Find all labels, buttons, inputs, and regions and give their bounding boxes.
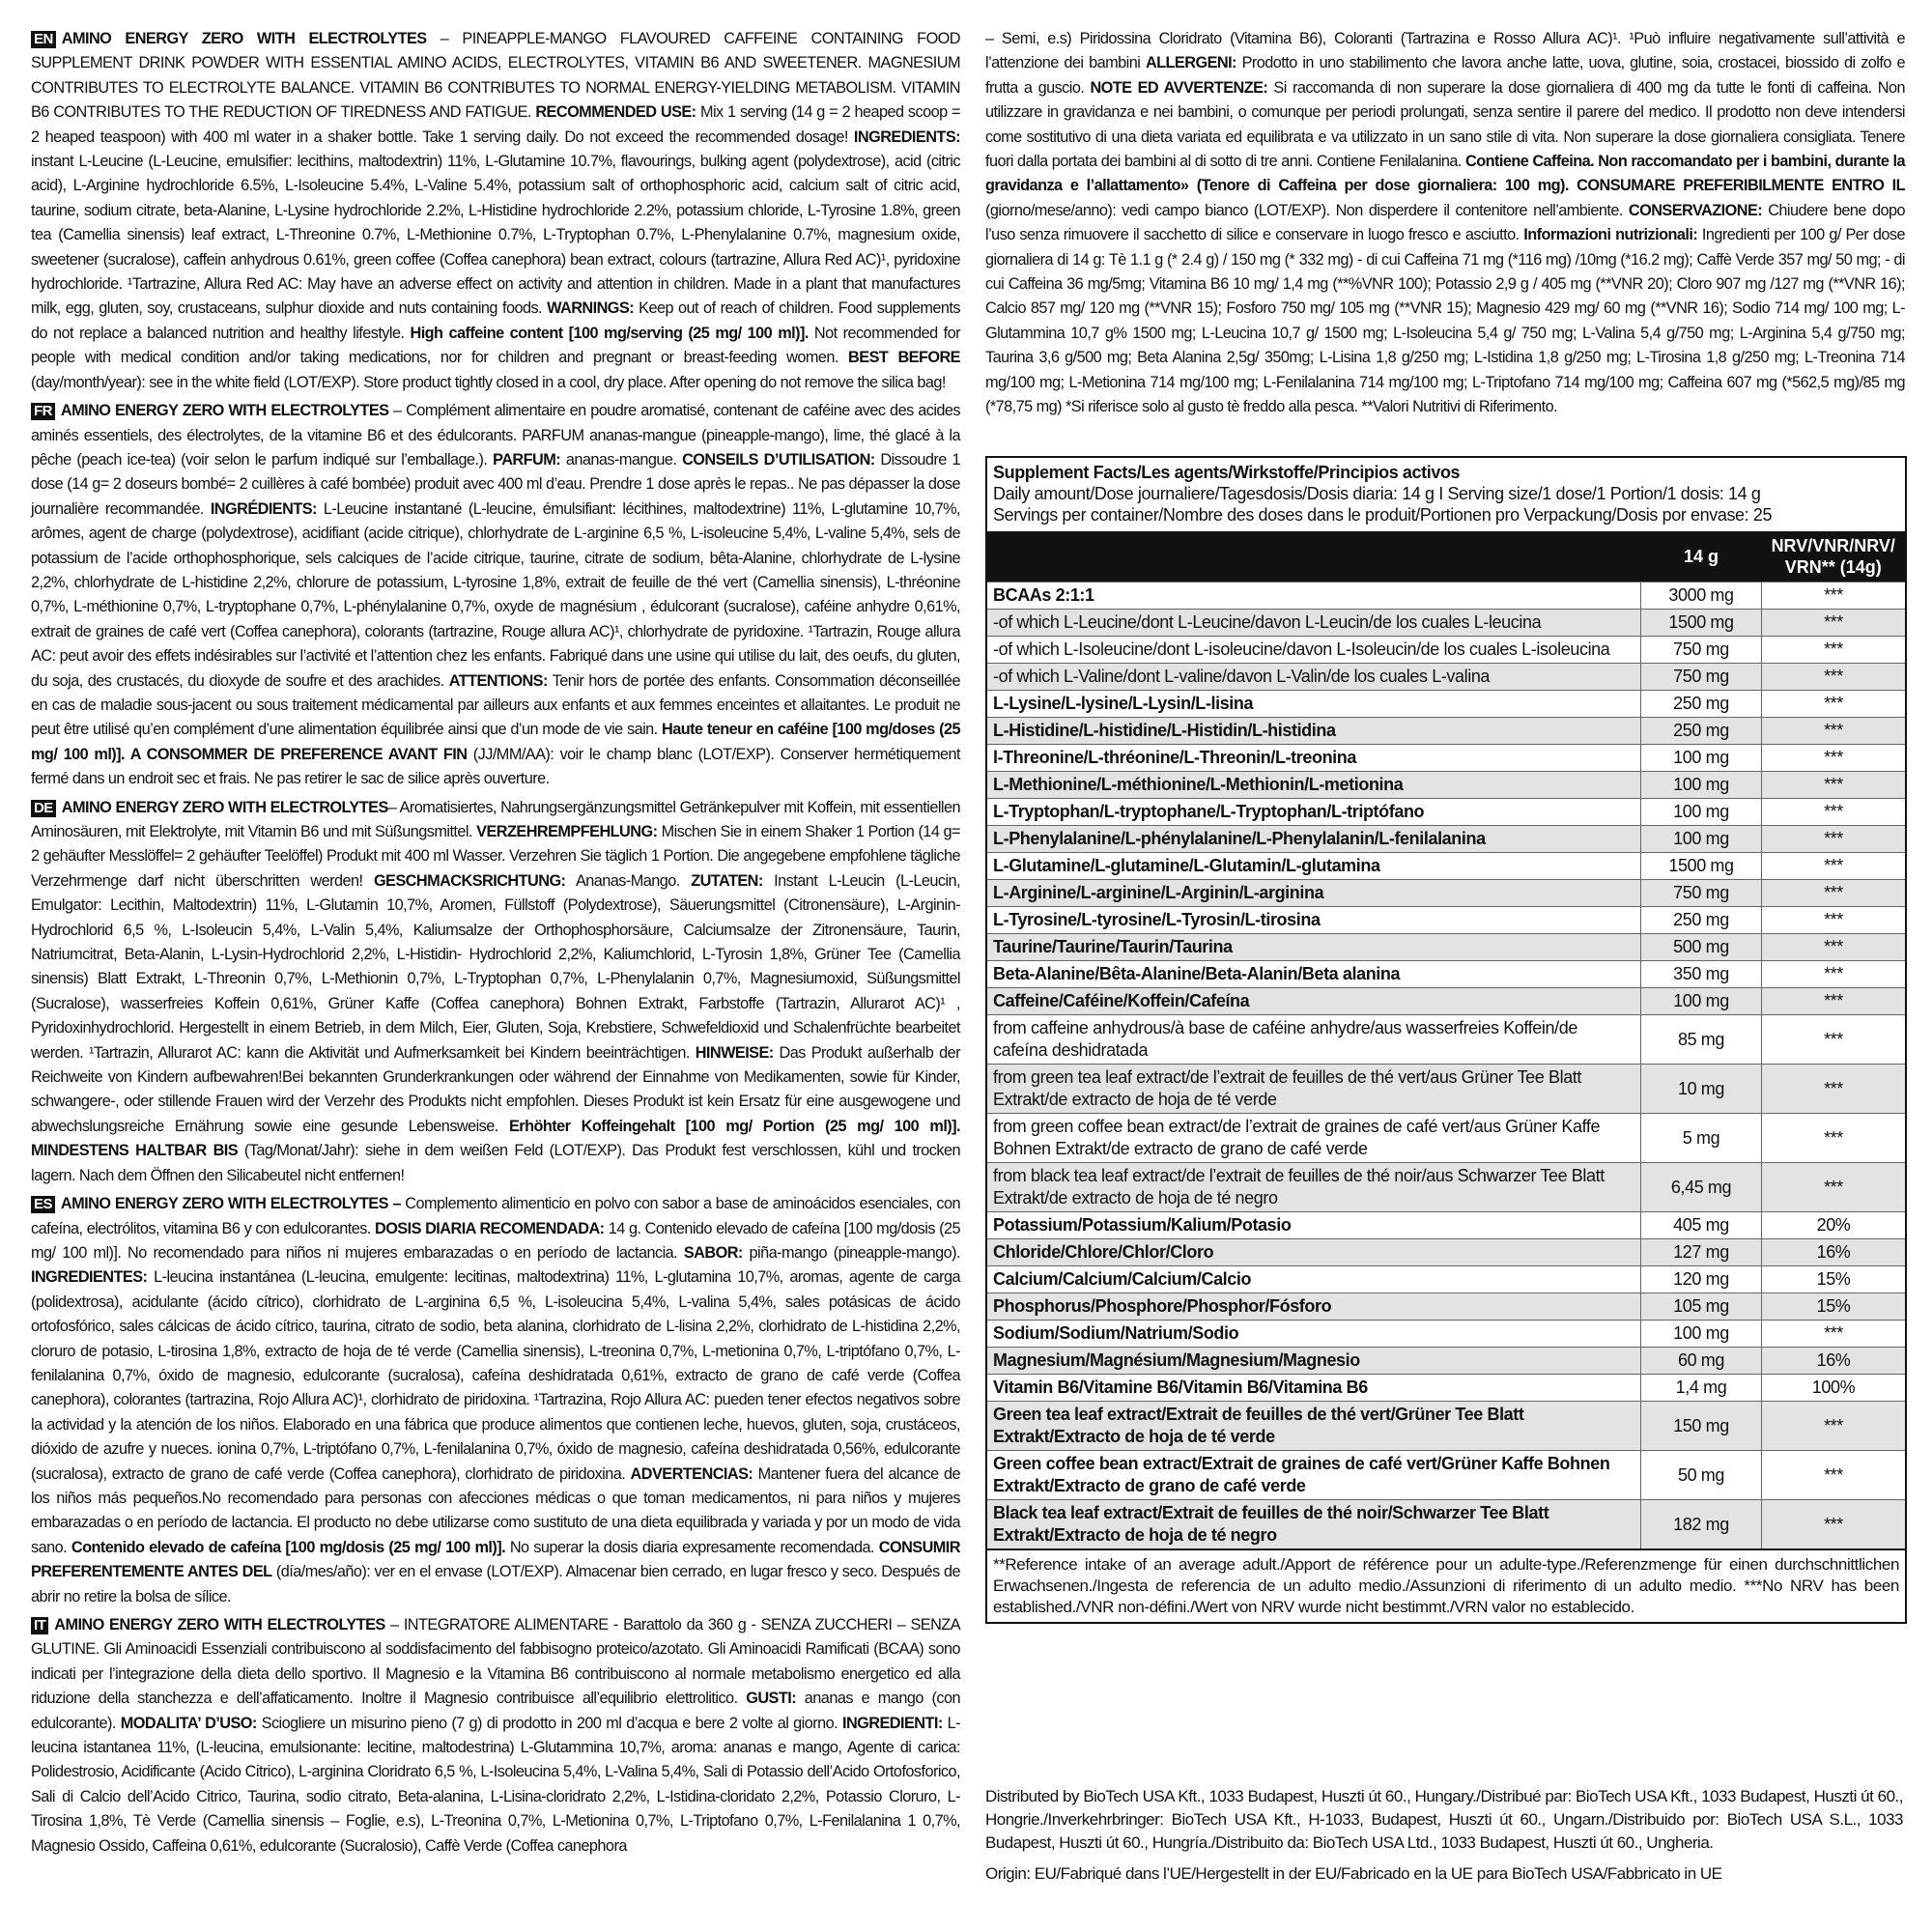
nutrient-amount: 350 mg bbox=[1641, 961, 1762, 988]
facts-row bbox=[987, 772, 1905, 799]
nutrient-nrv: *** bbox=[1762, 988, 1906, 1015]
nutrient-nrv: *** bbox=[1762, 826, 1906, 853]
nutrient-name: Calcium/Calcium/Calcium/Calcio bbox=[987, 1266, 1641, 1293]
nutrient-nrv: *** bbox=[1762, 1065, 1906, 1114]
nutrient-nrv: *** bbox=[1762, 1163, 1906, 1212]
distributor-text: Distributed by BioTech USA Kft., 1033 Budapest, Huszti út 60., Hungary./Distribué par: BioTech USA Kft., 1033 Budapest, Huszti út 60., Hongrie./Inverkehrbringer: BioTech USA Kft., H-1033, Budapest, Huszti út 60., Ungarn./Distribuido por: BioTech USA S.L., 1033 Budapest, Huszti út 60., Hungría./Distribuito da: BioTech USA Ltd., 1033 Budapest, Huszti út 60., Ungheria. bbox=[985, 1787, 1903, 1852]
section-text: (día/mes/año): ver en el envase (LOT/EXP). Almacenar bien cerrado, en lugar fresco y seco. Después de abrir no retire la bolsa de sílice. bbox=[31, 1563, 960, 1605]
lang-de-paragraph bbox=[31, 796, 960, 1189]
nutrient-nrv: 16% bbox=[1762, 1348, 1906, 1375]
section-heading: Erhöhter Koffeingehalt [100 mg/ Portion (25 mg/ 100 ml)]. MINDESTENS HALTBAR BIS bbox=[31, 1117, 961, 1160]
section-heading: RECOMMENDED USE: bbox=[535, 103, 696, 122]
nutrient-name: BCAAs 2:1:1 bbox=[987, 582, 1641, 610]
nutrient-amount: 5 mg bbox=[1641, 1114, 1762, 1163]
facts-row bbox=[987, 1321, 1905, 1348]
nutrient-name: Black tea leaf extract/Extrait de feuilles de thé noir/Schwarzer Tee Blatt Extrakt/Extracto de hoja de té negro bbox=[987, 1500, 1641, 1549]
facts-row bbox=[987, 664, 1905, 691]
section-text: – INTEGRATORE ALIMENTARE - Barattolo da 360 g - SENZA ZUCCHERI – SENZA GLUTINE. Gli Aminoacidi Essenziali contribuiscono al soddisfacimento del fabbisogno proteico/azotato. Gli Aminoacidi Ramificati (BCAA) sono indicati per l’integrazione della dieta dello sportivo. Il Magnesio e la Vitamina B6 contribuiscono al normale metabolismo energetico ed alla riduzione della stanchezza e dell’affaticamento. Inoltre il Magnesio contribuisce all’equilibrio elettrolitico. bbox=[31, 1616, 961, 1708]
section-text: Mix 1 serving (14 g = 2 heaped scoop = 2 heaped teaspoon) with 400 ml water in a shaker bottle. Take 1 serving daily. Do not exceed the recommended dosage! bbox=[31, 103, 960, 146]
nutrient-name: Chloride/Chlore/Chlor/Cloro bbox=[987, 1239, 1641, 1266]
nutrient-name: L-Phenylalanine/L-phénylalanine/L-Phenylalanin/L-fenilalanina bbox=[987, 826, 1641, 853]
nutrient-name: L-Histidine/L-histidine/L-Histidin/L-histidina bbox=[987, 718, 1641, 745]
facts-row bbox=[987, 1163, 1905, 1212]
nutrient-nrv: *** bbox=[1762, 691, 1906, 718]
servings-per-container: Servings per container/Nombre des doses dans le produit/Portionen pro Verpackung/Dosis por envase: 25 bbox=[993, 505, 1773, 525]
section-heading: CONSUMIR PREFERENTEMENTE ANTES DEL bbox=[31, 1538, 960, 1581]
supplement-facts-header bbox=[987, 458, 1905, 531]
section-text: Ingredienti per 100 g/ Per dose giornaliera di 14 g: Tè 1.1 g (* 2.4 g) / 150 mg (* 332 mg) - di cui Caffeina 71 mg (*116 mg) /10mg (*16.2 mg); Caffè Verde 357 mg/ 50 mg; - di cui Caffeina 36 mg/5mg; Vitamina B6 10 mg/ 1,4 mg (**%VNR 100); Potassio 2,9 g / 405 mg (**VNR 20); Cloro 907 mg /127 mg (**VNR 16); Calcio 857 mg/ 120 mg (**VNR 15); Fosforo 750 mg/ 105 mg (**VNR 15); Magnesio 429 mg/ 60 mg (**VNR 16); Sodio 714 mg/ 100 mg; L-Glutammina 10,7 g% 1500 mg; L-Leucina 10,7 g/ 1500 mg; L-Isoleucina 5,4 g/ 750 mg; L-Valina 5,4 g/750 mg; L-Arginina 5,4 g/750 mg; Taurina 3,6 g/500 mg; Beta Alanina 2,5g/ 350mg; L-Lisina 1,8 g/250 mg; L-Istidina 1,8 g/250 mg; L-Tirosina 1,8 g/250 mg; L-Treonina 714 mg/100 mg; L-Metionina 714 mg/100 mg; L-Fenilalanina 714 mg/100 mg; L-Triptofano 714 mg/100 mg; Caffeina 607 mg (*562,5 mg)/85 mg (*78,75 mg) *Si riferisce solo al gusto tè freddo alla pesca. **Valori Nutritivi di Riferimento. bbox=[985, 226, 1905, 416]
nutrient-name: l-Threonine/L-thréonine/L-Threonin/L-treonina bbox=[987, 745, 1641, 772]
nrv-column-header: NRV/VNR/NRV/ VRN** (14g) bbox=[1762, 531, 1906, 582]
section-heading: High caffeine content [100 mg/serving (25 mg/ 100 ml)]. bbox=[410, 324, 809, 342]
nutrient-name: from black tea leaf extract/de l’extrait de feuilles de thé noir/aus Schwarzer Tee Blatt Extrakt/de extracto de hoja de té negro bbox=[987, 1163, 1641, 1212]
nutrient-amount: 250 mg bbox=[1641, 691, 1762, 718]
nutrient-amount: 182 mg bbox=[1641, 1500, 1762, 1549]
facts-row bbox=[987, 1065, 1905, 1114]
nutrient-name: Sodium/Sodium/Natrium/Sodio bbox=[987, 1321, 1641, 1348]
section-heading: VERZEHREMPFEHLUNG: bbox=[476, 823, 658, 840]
section-text: Chiudere bene dopo l’uso senza rimuovere il sacchetto di silice e conservare in luogo fresco e asciutto. bbox=[985, 201, 1905, 244]
facts-row bbox=[987, 637, 1905, 664]
facts-row bbox=[987, 1293, 1905, 1321]
name-column-header bbox=[987, 531, 1641, 582]
facts-row bbox=[987, 1451, 1905, 1500]
facts-row bbox=[987, 1239, 1905, 1266]
nutrient-name: -of which L-Valine/dont L-valine/davon L-Valin/de los cuales L-valina bbox=[987, 664, 1641, 691]
lang-it-paragraph bbox=[31, 1613, 960, 1859]
nutrient-amount: 1500 mg bbox=[1641, 610, 1762, 637]
facts-row bbox=[987, 610, 1905, 637]
nutrient-name: Magnesium/Magnésium/Magnesium/Magnesio bbox=[987, 1348, 1641, 1375]
nutrient-nrv: *** bbox=[1762, 745, 1906, 772]
section-heading: Contenido elevado de cafeína [100 mg/dosis (25 mg/ 100 ml)]. bbox=[71, 1538, 506, 1556]
section-text: – Aromatisiertes, Nahrungsergänzungsmittel Getränkepulver mit Koffein, mit essentiellen Aminosäuren, mit Elektrolyte, mit Vitamin B6 und mit Süßungsmittel. bbox=[31, 798, 961, 840]
nutrient-name: Potassium/Potassium/Kalium/Potasio bbox=[987, 1212, 1641, 1239]
section-text: L-Leucine instantané (L-leucine, émulsifiant: lécithines, maltodextrine) 11%, L-glutamine 10,7%, arômes, agent de charge (polydextrose), acidifiant (acide citrique), chlorhydrate de L-arginine 6,5 %, L-isoleucine 5,4%, L-valine 5,4%, sels de potassium de l’acide orthophosphorique, sels calciques de l’acide citrique, taurine, citrate de sodium, bêta-Alanine, chlorhydrate de L-lysine 2,2%, chlorhydrate de L-histidine 2,2%, chlorure de potassium, L-tyrosine 1,8%, extrait de feuille de thé vert (Camellia sinensis), L-thréonine 0,7%, L-méthionine 0,7%, L-tryptophane 0,7%, L-phénylalanine 0,7%, oxyde de magnésium , édulcorant (sucralose), caféine anhydre 0,61%, extrait de graines de café vert (Coffea canephora), colorants (tartrazine, Rouge allura AC)¹, chlorhydrate de pyridoxine. ¹Tartrazin, Rouge allura AC: peut avoir des effets indésirables sur l’activité et l’attention chez les enfants. Fabriqué dans une usine qui utilise du lait, des oeufs, du gluten, du soja, des crustacés, du dioxyde de soufre et des arachides. bbox=[31, 499, 960, 690]
nutrient-nrv: *** bbox=[1762, 1500, 1906, 1549]
nutrient-amount: 85 mg bbox=[1641, 1015, 1762, 1065]
facts-row bbox=[987, 1212, 1905, 1239]
nutrient-amount: 50 mg bbox=[1641, 1451, 1762, 1500]
nutrient-amount: 100 mg bbox=[1641, 988, 1762, 1015]
origin-text: Origin: EU/Fabriqué dans l’UE/Hergestellt in der EU/Fabricado en la UE para BioTech USA/Fabbricato in UE bbox=[985, 1864, 1722, 1883]
facts-row bbox=[987, 988, 1905, 1015]
nutrient-amount: 250 mg bbox=[1641, 907, 1762, 934]
nutrient-amount: 750 mg bbox=[1641, 637, 1762, 664]
nutrient-nrv: 15% bbox=[1762, 1293, 1906, 1321]
nutrient-amount: 150 mg bbox=[1641, 1402, 1762, 1451]
nutrient-name: Taurine/Taurine/Taurin/Taurina bbox=[987, 934, 1641, 961]
product-title: AMINO ENERGY ZERO WITH ELECTROLYTES bbox=[60, 402, 389, 420]
nutrient-amount: 1500 mg bbox=[1641, 853, 1762, 880]
section-text: Mischen Sie in einem Shaker 1 Portion (14 g= 2 gehäufter Messlöffel= 2 gehäufter Teelöffel) Produkt mit 400 ml Wasser. Verzehren Sie täglich 1 Portion. Die angegebene empfohlene tägliche Verzehrmenge darf nicht überschritten werden! bbox=[31, 823, 960, 890]
nutrient-amount: 100 mg bbox=[1641, 772, 1762, 799]
nutrient-name: Caffeine/Caféine/Koffein/Cafeína bbox=[987, 988, 1641, 1015]
facts-row bbox=[987, 1266, 1905, 1293]
nutrient-nrv: 16% bbox=[1762, 1239, 1906, 1266]
facts-row bbox=[987, 1402, 1905, 1451]
facts-row bbox=[987, 934, 1905, 961]
section-text: (giorno/mese/anno): vedi campo bianco (LOT/EXP). Non disperdere il contenitore nell’ambiente. bbox=[985, 201, 1629, 219]
supplement-facts-table bbox=[987, 531, 1905, 1548]
nutrient-nrv: *** bbox=[1762, 880, 1906, 907]
lang-en-paragraph bbox=[31, 27, 960, 395]
language-badge: EN bbox=[31, 31, 56, 48]
nutrient-name: Phosphorus/Phosphore/Phosphor/Fósforo bbox=[987, 1293, 1641, 1321]
section-heading: GUSTI: bbox=[746, 1690, 797, 1708]
section-text: piña-mango (pineapple-mango). bbox=[742, 1243, 960, 1262]
nutrient-name: Green coffee bean extract/Extrait de graines de café vert/Grüner Kaffe Bohnen Extrakt/Extracto de grano de café verde bbox=[987, 1451, 1641, 1500]
lang-es-paragraph bbox=[31, 1192, 960, 1609]
facts-row bbox=[987, 799, 1905, 826]
facts-row bbox=[987, 1500, 1905, 1549]
distributor-block bbox=[985, 1785, 1903, 1893]
nutrient-name: L-Tryptophan/L-tryptophane/L-Tryptophan/L-triptófano bbox=[987, 799, 1641, 826]
nutrient-nrv: *** bbox=[1762, 961, 1906, 988]
nutrient-name: L-Arginine/L-arginine/L-Arginin/L-arginina bbox=[987, 880, 1641, 907]
daily-amount: Daily amount/Dose journaliere/Tagesdosis/Dosis diaria: 14 g I Serving size/1 dose/1 Portion/1 dosis: 14 g bbox=[993, 484, 1761, 503]
section-text: ananas e mango (con edulcorante). bbox=[31, 1690, 960, 1732]
section-text: Si raccomanda di non superare la dose giornaliera di 400 mg da tutte le fonti di caffeina. Non utilizzare in gravidanza e nei bambini, o comunque per periodi prolungati, senza sentire il parere del medico. Il prodotto non deve intendersi come sostitutivo di una dieta variata ed equilibrata e va utilizzato in un sano stile di vita. Non superare la dose giornaliera consigliata. Tenere fuori dalla portata dei bambini al di sotto di tre anni. Contiene Fenilalanina. bbox=[985, 78, 1906, 171]
nutrient-amount: 10 mg bbox=[1641, 1065, 1762, 1114]
nutrient-nrv: *** bbox=[1762, 853, 1906, 880]
section-heading: INGREDIENTS: bbox=[853, 128, 960, 146]
facts-row bbox=[987, 1015, 1905, 1065]
section-text: Instant L-Leucin (L-Leucin, Emulgator: Lecithin, Maltodextrin) 11%, L-Glutamin 10,7%, Aromen, Füllstoff (Polydextrose), Säuerungsmittel (Citronensäure), L-Arginin-Hydrochlorid 6,5 %, L-Isoleucin 5,4%, L-Valin 5,4%, Kaliumsalze der Orthophosphorsäure, Calciumsalze der Zitronensäure, Taurin, Natriumcitrat, Beta-Alanin, L-Lysin-Hydrochlorid 2,2%, L-Histidin- Hydrochlorid 2,2%, Kaliumchlorid, L-Tyrosin 1,8%, Grüner Tee (Camellia sinensis) Blatt Extrakt, L-Threonin 0,7%, L-Methionin 0,7%, L-Tryptophan 0,7%, L-Phenylalanin 0,7%, Magnesiumoxid, Süßungsmittel (Sucralose), wasserfreies Koffein 0,61%, Grüner Kaffe (Coffea canephora) Bohnen Extrakt, Farbstoffe (Tartrazin, Allurarot AC)¹ , Pyridoxinhydrochlorid. Hergestellt in einem Betrieb, in dem Milch, Eier, Gluten, Soja, Krebstiere, Schwefeldioxid und Schalenfrüchte bearbeitet werden. ¹Tartrazin, Allurarot AC: kann die Aktivität und Aufmerksamkeit bei Kindern beeinträchtigen. bbox=[31, 871, 961, 1062]
section-text: (JJ/MM/AA): voir le champ blanc (LOT/EXP). Conserver hermétiquement fermé dans un endroit sec et frais. Ne pas retirer le sac de silice après ouverture. bbox=[31, 745, 960, 788]
section-heading: MODALITA’ D’USO: bbox=[120, 1714, 257, 1732]
product-title: AMINO ENERGY ZERO WITH ELECTROLYTES bbox=[61, 798, 388, 816]
nutrient-name: L-Tyrosine/L-tyrosine/L-Tyrosin/L-tirosina bbox=[987, 907, 1641, 934]
nutrient-nrv: *** bbox=[1762, 799, 1906, 826]
facts-row bbox=[987, 582, 1905, 610]
section-heading: ADVERTENCIAS: bbox=[630, 1464, 753, 1483]
nutrient-nrv: *** bbox=[1762, 1402, 1906, 1451]
nutrient-nrv: *** bbox=[1762, 610, 1906, 637]
section-heading: Contiene Caffeina. Non raccomandato per i bambini, durante la gravidanza e l’allattamento» (Tenore di Caffeina per dose giornaliera: 100 mg). CONSUMARE PREFERIBILMENTE ENTRO IL bbox=[985, 153, 1906, 195]
nutrient-amount: 120 mg bbox=[1641, 1266, 1762, 1293]
nutrient-name: L-Lysine/L-lysine/L-Lysin/L-lisina bbox=[987, 691, 1641, 718]
section-heading: PARFUM: bbox=[493, 450, 561, 469]
nutrient-amount: 6,45 mg bbox=[1641, 1163, 1762, 1212]
facts-row bbox=[987, 961, 1905, 988]
section-text: Das Produkt außerhalb der Reichweite von Kindern aufbewahren!Bei bekannten Grunderkrankungen oder während der Einnahme von Medikamenten, sowie für Kinder, schwangere-, oder stillende Frauen wird der Verzehr des Produkts nicht empfohlen. Dieses Produkt ist kein Ersatz für eine ausgewogene und abwechslungsreiche Ernährung sowie eine gesunde Lebensweise. bbox=[31, 1043, 960, 1135]
nutrient-name: Beta-Alanine/Bêta-Alanine/Beta-Alanin/Beta alanina bbox=[987, 961, 1641, 988]
lang-fr-paragraph bbox=[31, 399, 960, 792]
section-text: No superar la dosis diaria expresamente recomendada. bbox=[505, 1538, 879, 1556]
section-text: Prodotto in uno stabilimento che lavora anche latte, uova, glutine, soia, crostacei, biossido di zolfo e frutta a guscio. bbox=[985, 54, 1905, 97]
nutrient-nrv: 100% bbox=[1762, 1375, 1906, 1402]
section-text: Mantener fuera del alcance de los niños más pequeños.No recomendado para personas con afecciones médicas o que toman medicamentos, ni para niños y mujeres embarazadas o en período de lactancia. El producto no debe utilizarse como sustituto de una dieta equilibrada y variada y por un modo de vida sano. bbox=[31, 1464, 960, 1556]
facts-row bbox=[987, 1348, 1905, 1375]
section-heading: Informazioni nutrizionali: bbox=[1523, 226, 1698, 244]
nutrient-amount: 100 mg bbox=[1641, 745, 1762, 772]
section-heading: Haute teneur en caféine [100 mg/doses (25 mg/ 100 ml)]. A CONSOMMER DE PREFERENCE AVANT FIN bbox=[31, 721, 960, 763]
section-heading: INGREDIENTI: bbox=[841, 1714, 943, 1732]
nutrient-amount: 500 mg bbox=[1641, 934, 1762, 961]
section-text: Sciogliere un misurino pieno (7 g) di prodotto in 200 ml d’acqua e bere 2 volte al giorno. bbox=[256, 1714, 842, 1732]
section-text: (Tag/Monat/Jahr): siehe in dem weißen Feld (LOT/EXP). Das Produkt fest verschlossen, kühl und trocken lagern. Nach dem Öffnen den Silicabeutel nicht entfernen! bbox=[31, 1142, 960, 1184]
section-text: L-leucina instantánea (L-leucina, emulgente: lecitinas, maltodextrina) 11%, L-glutamina 10,7%, aromas, agente de carga (polidextrosa), acidulante (ácido cítrico), clorhidrato de L-arginina 6,5 %, L-isoleucina 5,4%, L-valina 5,4%, sales potásicas de ácido ortofosfórico, sales cálcicas de ácido cítrico, taurina, citrato de sodio, beta alanina, clorhidrato de L-lisina 2,2%, clorhidrato de L-histidina 2,2%, cloruro de potasio, L-tirosina 1,8%, extracto de hoja de té verde (Camellia sinensis), L-treonina 0,7%, L-metionina 0,7%, L-triptófano 0,7%, L-fenilalanina 0,7%, óxido de magnesio, edulcorante (sucralosa), cafeína deshidratada 0,61%, extracto de grano de café verde (Coffea canephora), colorantes (tartrazina, Rojo Allura AC)¹, clorhidrato de piridoxina. ¹Tartrazina, Rojo Allura AC: pueden tener efectos negativos sobre la actividad y la atención de los niños. Elaborado en una fábrica que produce alimentos que contienen leche, huevos, gluten, soja, crustáceos, dióxido de azufre y nueces. ionina 0,7%, L-triptófano 0,7%, L-fenilalanina 0,7%, óxido de magnesio, cafeína deshidratada 0,56%, edulcorante (sucralosa), extracto de grano de café verde (Coffea canephora), clorhidrato de piridoxina. bbox=[31, 1268, 960, 1483]
nutrient-nrv: *** bbox=[1762, 1015, 1906, 1065]
section-heading: BEST BEFORE bbox=[848, 349, 960, 367]
language-badge: ES bbox=[31, 1196, 55, 1213]
language-badge: DE bbox=[31, 800, 56, 817]
nutrient-name: from green coffee bean extract/de l’extrait de graines de café vert/aus Grüner Kaffe Bohnen Extrakt/de extracto de grano de café verde bbox=[987, 1114, 1641, 1163]
product-title: AMINO ENERGY ZERO WITH ELECTROLYTES bbox=[54, 1616, 385, 1634]
product-title: AMINO ENERGY ZERO WITH ELECTROLYTES bbox=[61, 30, 427, 47]
section-heading: INGREDIENTES: bbox=[31, 1268, 148, 1287]
facts-row bbox=[987, 907, 1905, 934]
nutrient-name: -of which L-Isoleucine/dont L-isoleucine/davon L-Isoleucin/de los cuales L-isoleucina bbox=[987, 637, 1641, 664]
nutrient-nrv: *** bbox=[1762, 664, 1906, 691]
nutrient-nrv: *** bbox=[1762, 907, 1906, 934]
nutrient-nrv: *** bbox=[1762, 1114, 1906, 1163]
section-heading: INGRÉDIENTS: bbox=[210, 499, 317, 518]
nutrient-amount: 405 mg bbox=[1641, 1212, 1762, 1239]
nutrient-amount: 100 mg bbox=[1641, 826, 1762, 853]
section-heading: ALLERGENI: bbox=[1145, 54, 1236, 72]
facts-row bbox=[987, 853, 1905, 880]
nutrient-nrv: 15% bbox=[1762, 1266, 1906, 1293]
section-heading: CONSERVAZIONE: bbox=[1628, 201, 1763, 219]
supplement-facts-panel bbox=[985, 456, 1907, 1624]
supplement-facts-title: Supplement Facts/Les agents/Wirkstoffe/Principios activos bbox=[993, 463, 1461, 482]
section-heading: ZUTATEN: bbox=[691, 871, 763, 890]
nutrient-name: L-Methionine/L-méthionine/L-Methionin/L-metionina bbox=[987, 772, 1641, 799]
facts-row bbox=[987, 691, 1905, 718]
amount-column-header: 14 g bbox=[1641, 531, 1762, 582]
section-heading: WARNINGS: bbox=[547, 299, 635, 318]
nutrient-nrv: 20% bbox=[1762, 1212, 1906, 1239]
section-text: (day/month/year): see in the white field (LOT/EXP). Store product tightly closed in a cool, dry place. After opening do not remove the silica bag! bbox=[31, 373, 946, 391]
section-text: – Semi, e.s) Piridossina Cloridrato (Vitamina B6), Coloranti (Tartrazina e Rosso Allura AC)¹. ¹Può influire negativamente sull’attività e l’attenzione dei bambini bbox=[985, 30, 1905, 72]
section-text: – Complément alimentaire en poudre aromatisé, contenant de caféine avec des acides aminés essentiels, des électrolytes, de la vitamine B6 et des édulcorants. PARFUM ananas-mangue (pineapple-mango), lime, thé glacé à la pêche (peach ice-tea) (voir selon le parfum indiqué sur l’emballage.). bbox=[31, 402, 961, 469]
section-text: Ananas-Mango. bbox=[565, 871, 692, 890]
section-heading: GESCHMACKSRICHTUNG: bbox=[373, 871, 566, 890]
nutrient-nrv: *** bbox=[1762, 934, 1906, 961]
nutrient-nrv: *** bbox=[1762, 718, 1906, 745]
nutrient-name: Vitamin B6/Vitamine B6/Vitamin B6/Vitamina B6 bbox=[987, 1375, 1641, 1402]
section-heading: DOSIS DIARIA RECOMENDADA: bbox=[374, 1219, 605, 1237]
nutrient-amount: 127 mg bbox=[1641, 1239, 1762, 1266]
italian-text-column bbox=[985, 27, 1905, 424]
nutrient-name: from caffeine anhydrous/à base de caféine anhydre/aus wasserfreies Koffein/de cafeína deshidratada bbox=[987, 1015, 1641, 1065]
facts-row bbox=[987, 1375, 1905, 1402]
facts-row bbox=[987, 718, 1905, 745]
section-text: Keep out of reach of children. Food supplements do not replace a balanced nutrition and healthy lifestyle. bbox=[31, 299, 960, 342]
nutrient-name: -of which L-Leucine/dont L-Leucine/davon L-Leucin/de los cuales L-leucina bbox=[987, 610, 1641, 637]
nutrient-nrv: *** bbox=[1762, 637, 1906, 664]
section-text: L-leucina istantanea 11%, (L-leucina, emulsionante: lecitine, maltodestrina) L-Glutammina 10,7%, aroma: ananas e mango, Agente di carica: Polidestrosio, Acidificante (Acido Citrico), L-arginina Cloridrato 6,5 %, L-Isoleucina 5,4%, L-Valina 5,4%, Sali di Potassio dell’Acido Ortofosforico, Sali di Calcio dell’Acido Citrico, Taurina, sodio citrato, Beta-alanina, L-Lisina-cloridrato 2,2%, L-Istidina-cloridato 2,2%, Potassio Cloruro, L-Tirosina 1,8%, Tè Verde (Camellia sinensis – Foglie, e.s), L-Treonina 0,7%, L-Metionina 0,7%, L-Triptofano 0,7%, L-Fenilalanina 1 0,7%, Magnesio Ossido, Caffeina 0,61%, edulcorante (Sucralosio), Caffè Verde (Coffea canephora bbox=[31, 1714, 960, 1855]
nutrient-amount: 100 mg bbox=[1641, 799, 1762, 826]
nutrient-name: from green tea leaf extract/de l’extrait de feuilles de thé vert/aus Grüner Tee Blatt Extrakt/de extracto de hoja de té verde bbox=[987, 1065, 1641, 1114]
nutrient-amount: 750 mg bbox=[1641, 664, 1762, 691]
facts-row bbox=[987, 1114, 1905, 1163]
section-text: ananas-mangue. bbox=[560, 450, 683, 469]
italian-continued-paragraph bbox=[985, 27, 1905, 420]
nutrient-nrv: *** bbox=[1762, 772, 1906, 799]
nutrient-amount: 250 mg bbox=[1641, 718, 1762, 745]
section-text: – PINEAPPLE-MANGO FLAVOURED CAFFEINE CONTAINING FOOD SUPPLEMENT DRINK POWDER WITH ESSENTIAL AMINO ACIDS, ELECTROLYTES, VITAMIN B6 AND SWEETENER. MAGNESIUM CONTRIBUTES TO ELECTROLYTE BALANCE. VITAMIN B6 CONTRIBUTES TO NORMAL ENERGY-YIELDING METABOLISM. VITAMIN B6 CONTRIBUTES TO THE REDUCTION OF TIREDNESS AND FATIGUE. bbox=[31, 30, 961, 122]
nutrient-amount: 100 mg bbox=[1641, 1321, 1762, 1348]
product-title: AMINO ENERGY ZERO WITH ELECTROLYTES – bbox=[60, 1195, 401, 1213]
multilingual-text-column bbox=[31, 27, 960, 1862]
nutrient-name: L-Glutamine/L-glutamine/L-Glutamin/L-glutamina bbox=[987, 853, 1641, 880]
section-heading: HINWEISE: bbox=[695, 1043, 774, 1062]
nutrient-amount: 60 mg bbox=[1641, 1348, 1762, 1375]
section-heading: CONSEILS D’UTILISATION: bbox=[682, 450, 875, 469]
language-badge: FR bbox=[31, 403, 55, 420]
section-text: 14 g. Contenido elevado de cafeína [100 mg/dosis (25 mg/ 100 ml)]. No recomendado para niños ni mujeres embarazadas o en período de lactancia. bbox=[31, 1219, 961, 1262]
nutrient-nrv: *** bbox=[1762, 1321, 1906, 1348]
language-badge: IT bbox=[31, 1617, 48, 1634]
section-text: Complemento alimenticio en polvo con sabor a base de aminoácidos esenciales, con cafeína, electrólitos, vitamina B6 y con edulcorantes. bbox=[31, 1195, 961, 1237]
nutrient-amount: 1,4 mg bbox=[1641, 1375, 1762, 1402]
facts-footnote: **Reference intake of an average adult./Apport de référence pour un adulte-type./Referenzmenge für einen durchschnittlichen Erwachsenen./Ingesta de referencia de un adulto medio./Assunzioni di riferimento di un adulto medio. ***No NRV has been established./VNR non-défini./Wert von NRV wurde nicht bestimmt./VRN valor no establecido. bbox=[987, 1548, 1905, 1622]
nutrient-amount: 105 mg bbox=[1641, 1293, 1762, 1321]
nutrient-nrv: *** bbox=[1762, 582, 1906, 610]
section-text: Dissoudre 1 dose (14 g= 2 doseurs bombé= 2 cuillères à café bombée) produit avec 400 ml d’eau. Prendre 1 dose après le repas.. Ne pas dépasser la dose journalière recommandée. bbox=[31, 450, 960, 518]
nutrient-amount: 3000 mg bbox=[1641, 582, 1762, 610]
section-text: instant L-Leucine (L-Leucine, emulsifier: lecithins, maltodextrin) 11%, L-Glutamine 10.7%, flavourings, bulking agent (polydextrose), acid (citric acid), L-Arginine hydrochloride 6.5%, L-Isoleucine 5.4%, L-Valine 5.4%, potassium salt of orthophosphoric acid, calcium salt of citric acid, taurine, sodium citrate, beta-Alanine, L-Lysine hydrochloride 2.2%, L-Histidine hydrochloride 2.2%, potassium chloride, L-Tyrosine 1.8%, green tea (Camellia sinensis) leaf extract, L-Threonine 0.7%, L-Methionine 0.7%, L-Tryptophan 0.7%, L-Phenylalanine 0.7%, magnesium oxide, sweetener (sucralose), caffein anhydrous 0.61%, green coffee (Coffea canephora) bean extract, colours (tartrazine, Allura Red AC)¹, pyridoxine hydrochloride. ¹Tartrazine, Allura Red AC: May have an adverse effect on activity and attention in children. Made in a plant that manufactures milk, egg, gluten, soy, crustaceans, sulphur dioxide and nuts containing foods. bbox=[31, 153, 960, 318]
facts-row bbox=[987, 745, 1905, 772]
facts-row bbox=[987, 880, 1905, 907]
nutrient-name: Green tea leaf extract/Extrait de feuilles de thé vert/Grüner Tee Blatt Extrakt/Extracto de hoja de té verde bbox=[987, 1402, 1641, 1451]
section-heading: SABOR: bbox=[683, 1243, 743, 1262]
section-heading: ATTENTIONS: bbox=[448, 671, 548, 690]
section-heading: NOTE ED AVVERTENZE: bbox=[1090, 78, 1268, 97]
nutrient-amount: 750 mg bbox=[1641, 880, 1762, 907]
facts-row bbox=[987, 826, 1905, 853]
nutrient-nrv: *** bbox=[1762, 1451, 1906, 1500]
section-text: Not recommended for people with medical condition and/or taking medications, nor for children and pregnant or breast-feeding women. bbox=[31, 324, 960, 367]
section-text: Tenir hors de portée des enfants. Consommation déconseillée en cas de maladie sous-jacent ou sous traitement médicamental par ailleurs aux enfants et aux femmes enceintes et allaitantes. Le produit ne peut être utilisé qu’en complément d’une alimentation équilibrée ainsi que d’un mode de vie sain. bbox=[31, 671, 960, 739]
